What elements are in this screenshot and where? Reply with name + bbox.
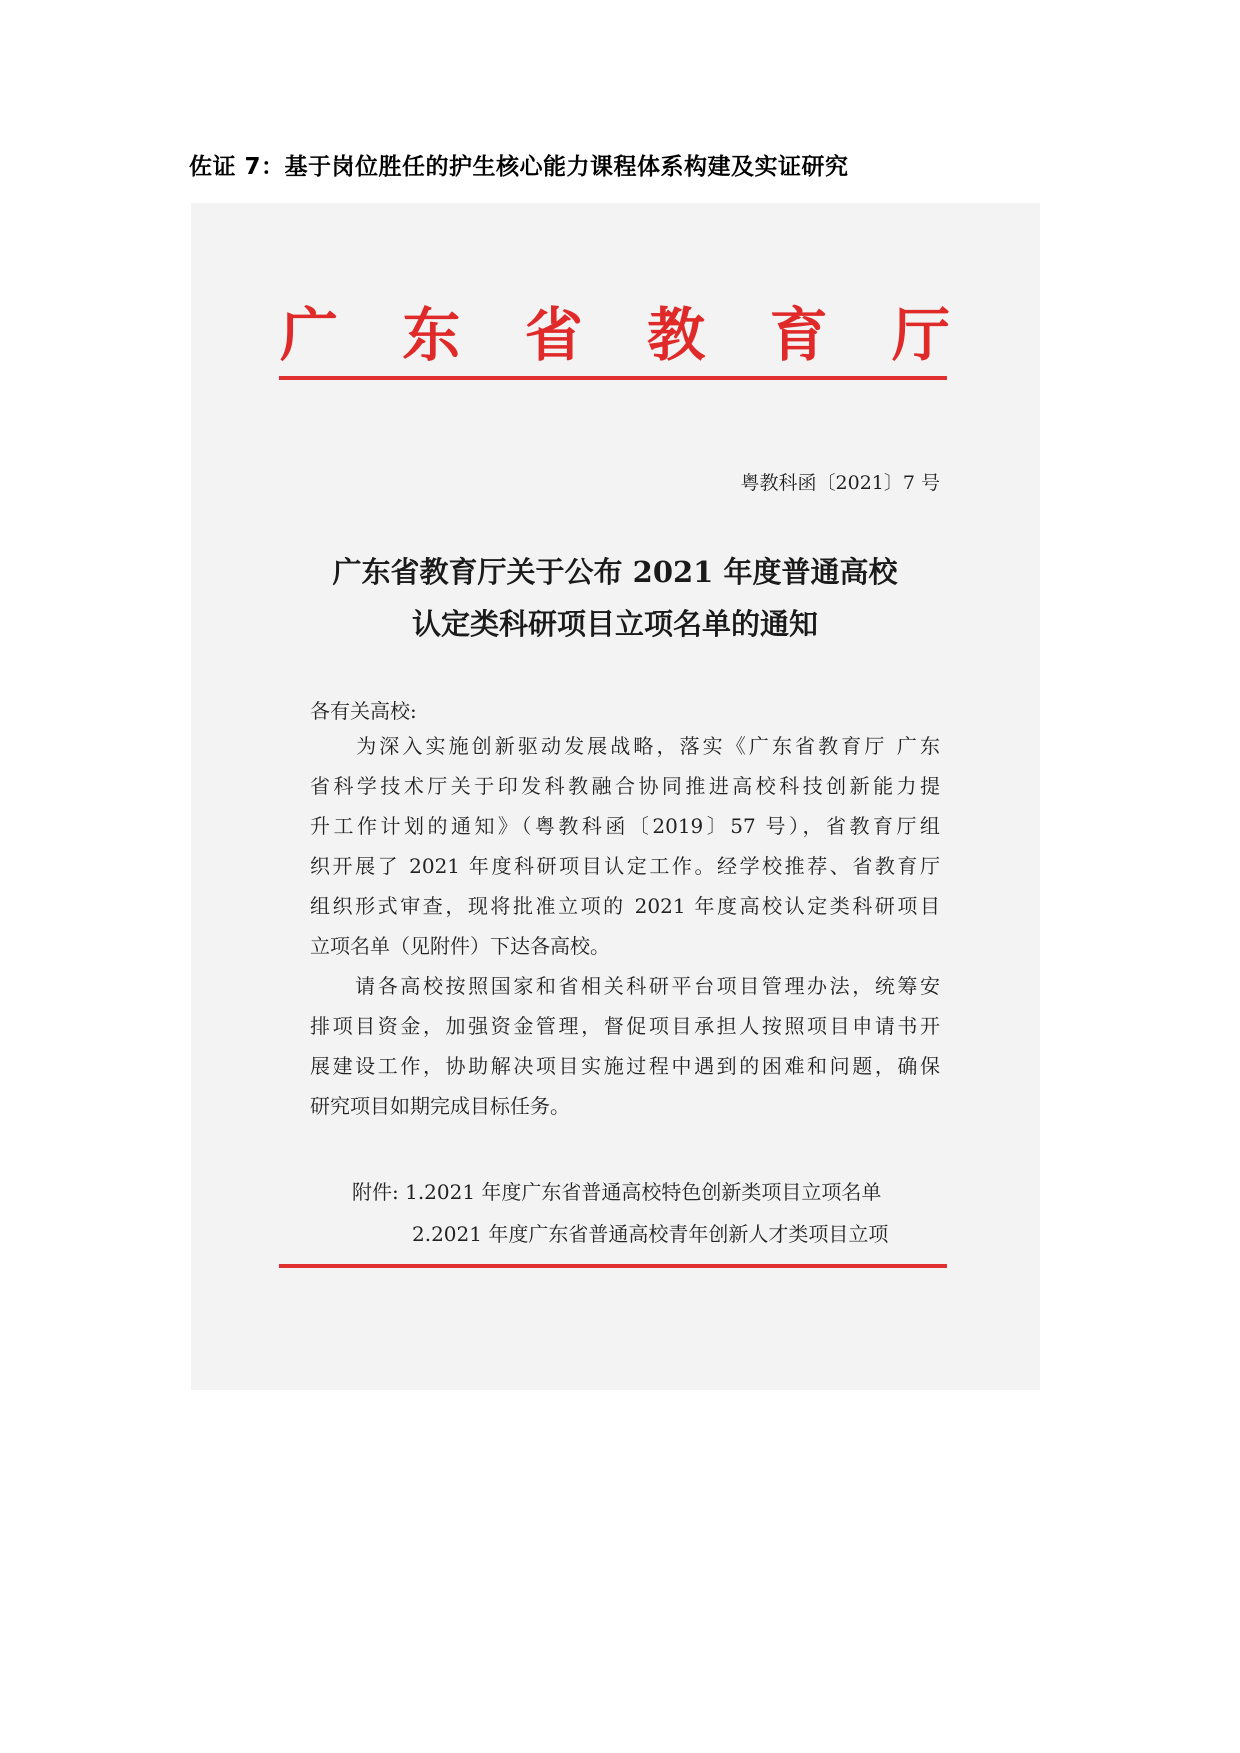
notice-title-line-2: 认定类科研项目立项名单的通知 [411, 607, 818, 641]
attachment-item-2: 2.2021 年度广东省普通高校青年创新人才类项目立项 [412, 1222, 889, 1246]
letterhead-title [280, 300, 950, 370]
paragraph-line: 为深入实施创新驱动发展战略，落实《广东省教育厅 广东 [310, 734, 940, 758]
paragraph-line: 展建设工作，协助解决项目实施过程中遇到的困难和问题，确保 [310, 1054, 940, 1078]
letterhead-char: 省 [524, 301, 583, 369]
paragraph-line: 请各高校按照国家和省相关科研平台项目管理办法，统筹安 [310, 974, 940, 998]
body-paragraph-2 [310, 966, 940, 1126]
letterhead-char: 育 [769, 301, 828, 369]
paragraph-line: 研究项目如期完成目标任务。 [310, 1094, 570, 1118]
salutation: 各有关高校: [310, 699, 417, 723]
body-paragraph-1 [310, 726, 940, 966]
letterhead-char: 广 [280, 301, 339, 369]
paragraph-line: 省科学技术厅关于印发科教融合协同推进高校科技创新能力提 [310, 774, 940, 798]
document-number: 粤教科函〔2021〕7 号 [740, 472, 940, 494]
paragraph-line: 排项目资金，加强资金管理，督促项目承担人按照项目申请书开 [310, 1014, 940, 1038]
letterhead-char: 教 [647, 301, 706, 369]
attachment-item-1: 附件: 1.2021 年度广东省普通高校特色创新类项目立项名单 [352, 1180, 882, 1204]
notice-title-line-1: 广东省教育厅关于公布 2021 年度普通高校 [332, 555, 898, 589]
letterhead-char: 厅 [891, 301, 950, 369]
paragraph-line: 升工作计划的通知》（粤教科函〔2019〕57 号），省教育厅组 [310, 814, 940, 838]
paragraph-line: 立项名单（见附件）下达各高校。 [310, 934, 610, 958]
evidence-caption: 佐证 7：基于岗位胜任的护生核心能力课程体系构建及实证研究 [189, 154, 849, 180]
footer-red-rule [279, 1264, 947, 1268]
letterhead-red-rule [279, 376, 947, 380]
paragraph-line: 织开展了 2021 年度科研项目认定工作。经学校推荐、省教育厅 [310, 854, 940, 878]
letterhead-char: 东 [402, 301, 461, 369]
paragraph-line: 组织形式审查，现将批准立项的 2021 年度高校认定类科研项目 [310, 894, 940, 918]
